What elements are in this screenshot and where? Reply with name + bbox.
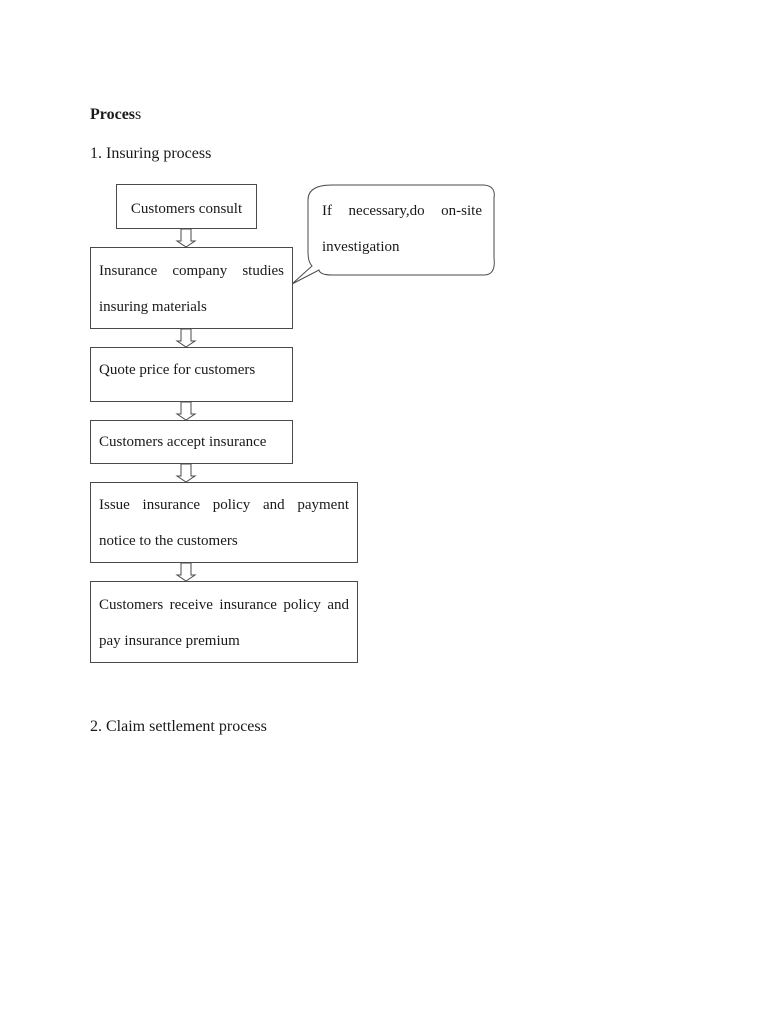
step-customers-receive-policy: Customers receive insurance policy and pay insurance premium bbox=[90, 581, 358, 663]
arrow-3 bbox=[177, 402, 195, 420]
step-customers-consult: Customers consult bbox=[116, 184, 257, 229]
step-issue-policy: Issue insurance policy and payment notice to the customers bbox=[90, 482, 358, 563]
arrow-1 bbox=[177, 229, 195, 247]
step-company-studies-materials: Insurance company studies insuring materials bbox=[90, 247, 293, 329]
section-insuring-process: 1. Insuring process bbox=[90, 145, 212, 162]
page-title-bold: Proces bbox=[90, 106, 136, 123]
step-quote-price: Quote price for customers bbox=[90, 347, 293, 402]
arrow-2 bbox=[177, 329, 195, 347]
arrow-5 bbox=[177, 563, 195, 581]
callout-onsite-investigation: If necessary,do on-site investigation bbox=[322, 203, 482, 255]
section-claim-settlement: 2. Claim settlement process bbox=[90, 718, 267, 735]
arrow-4 bbox=[177, 464, 195, 482]
page-title-rest: s bbox=[135, 106, 142, 123]
step-customers-accept: Customers accept insurance bbox=[90, 420, 293, 464]
